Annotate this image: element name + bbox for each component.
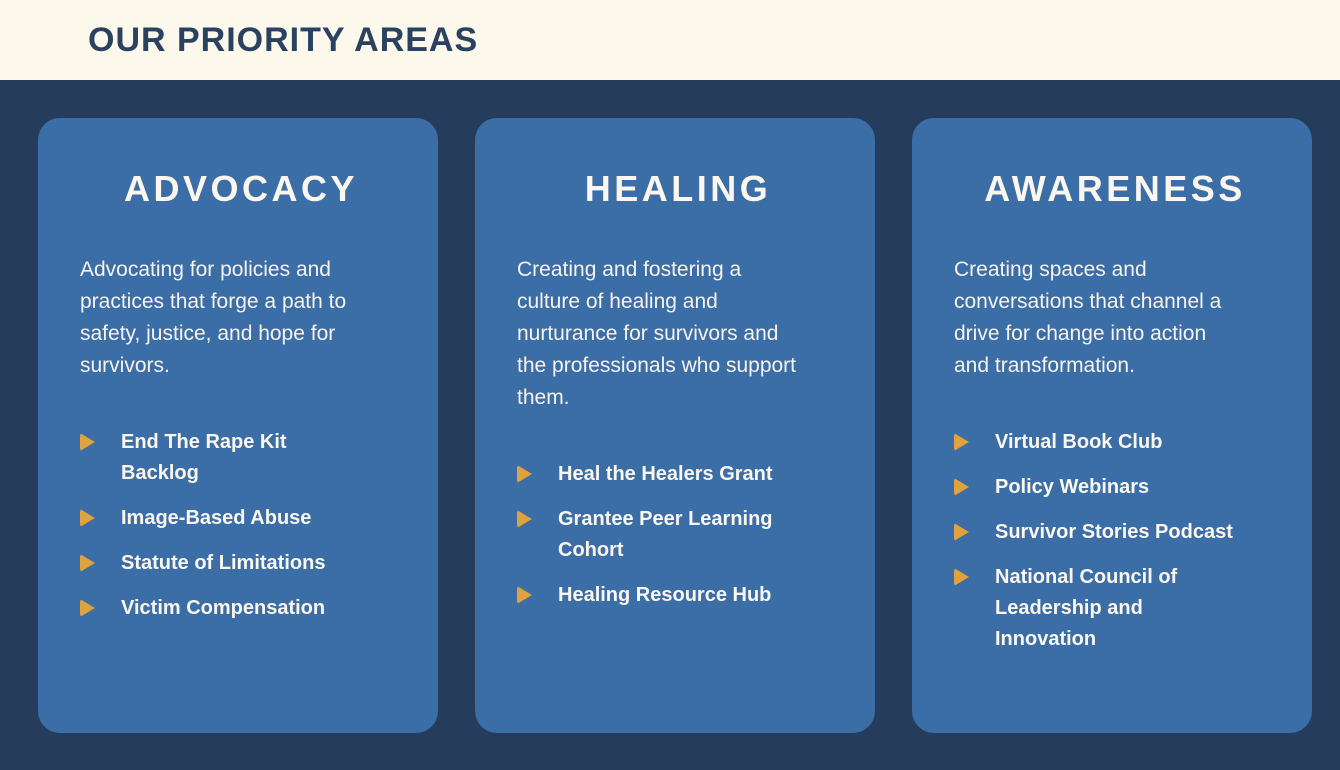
list-item: [954, 517, 1276, 548]
card-description: Creating and fostering a culture of healing and nurturance for survivors and the professionals who support them.: [517, 258, 796, 409]
list-item: [80, 593, 402, 624]
triangle-right-icon: [517, 510, 532, 528]
card-awareness: [912, 118, 1312, 733]
card-healing-list: [517, 459, 839, 611]
triangle-right-icon: [80, 554, 95, 572]
list-item-label: Heal the Healers Grant: [558, 463, 773, 485]
list-item-label: Healing Resource Hub: [558, 584, 772, 606]
page-title: OUR PRIORITY AREAS: [88, 20, 479, 59]
list-item-label: Virtual Book Club: [995, 431, 1163, 453]
triangle-right-icon: [80, 599, 95, 617]
list-item-label: Policy Webinars: [995, 476, 1150, 498]
triangle-right-icon: [954, 433, 969, 451]
card-advocacy-list: [80, 427, 402, 624]
card-title: AWARENESS: [984, 168, 1246, 209]
triangle-right-icon: [80, 509, 95, 527]
list-item-label: Survivor Stories Podcast: [995, 521, 1233, 543]
card-title: HEALING: [584, 168, 772, 209]
list-item: [80, 548, 402, 579]
list-item: [517, 504, 839, 566]
triangle-right-icon: [954, 523, 969, 541]
triangle-right-icon: [517, 465, 532, 483]
list-item-label: Victim Compensation: [121, 597, 326, 619]
card-description: Creating spaces and conversations that channel a drive for change into action and transformation.: [954, 258, 1222, 377]
header-bar: [0, 0, 1340, 80]
card-healing: [475, 118, 875, 733]
list-item: [954, 562, 1276, 655]
list-item: [80, 503, 402, 534]
list-item: [954, 427, 1276, 458]
priority-areas-section: [0, 80, 1340, 733]
list-item: [80, 427, 402, 489]
triangle-right-icon: [954, 568, 969, 586]
card-description: Advocating for policies and practices that forge a path to safety, justice, and hope for survivors.: [80, 258, 347, 377]
list-item: [954, 472, 1276, 503]
list-item-label: Grantee Peer Learning Cohort: [558, 508, 773, 561]
triangle-right-icon: [517, 586, 532, 604]
list-item-label: End The Rape Kit Backlog: [121, 431, 287, 484]
card-title: ADVOCACY: [123, 168, 358, 209]
list-item: [517, 580, 839, 611]
list-item-label: Statute of Limitations: [121, 552, 326, 574]
card-advocacy: [38, 118, 438, 733]
card-awareness-list: [954, 427, 1276, 655]
list-item-label: Image-Based Abuse: [121, 507, 312, 529]
list-item-label: National Council of Leadership and Innovation: [995, 566, 1178, 650]
triangle-right-icon: [954, 478, 969, 496]
list-item: [517, 459, 839, 490]
triangle-right-icon: [80, 433, 95, 451]
